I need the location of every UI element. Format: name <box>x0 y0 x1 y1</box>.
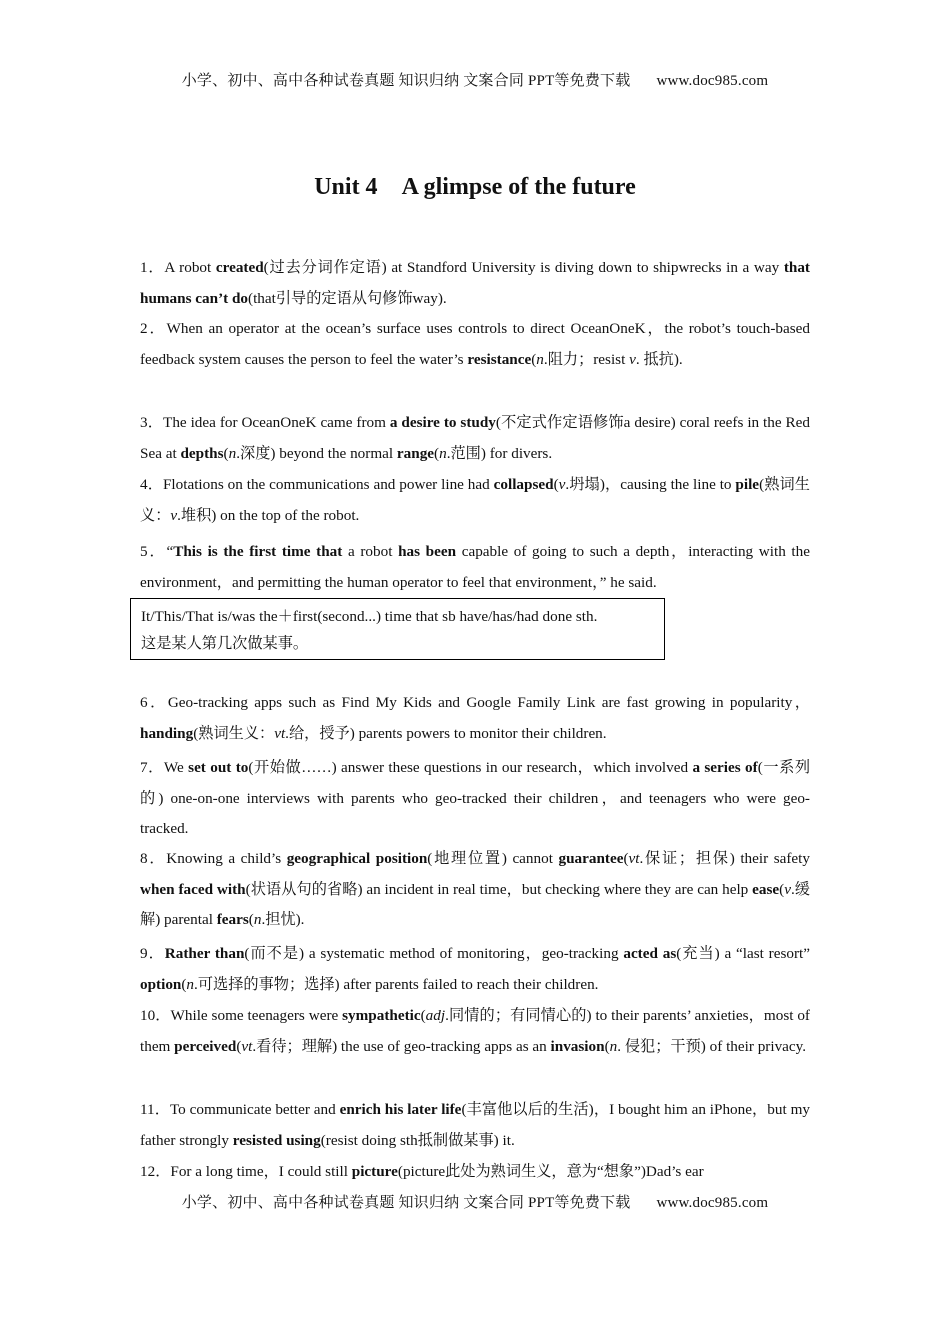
text-segment: 10．While some teenagers were <box>140 1007 343 1024</box>
sentence-item <box>140 1157 810 1188</box>
text-segment: (不定式作定语修饰a desire) coral reefs in the Red Sea at <box>140 414 811 462</box>
text-segment: (开始做……) answer these questions in our research，which involved <box>248 759 693 776</box>
text-segment: ( <box>248 911 254 928</box>
text-segment: .缓解) parental <box>140 880 810 928</box>
text-segment: .同情的；有同情心的) to their parents’ anxieties，most of them <box>140 1007 810 1055</box>
bold-phrase: acted as <box>623 945 677 962</box>
part-of-speech: vt <box>628 850 640 867</box>
text-segment: ( <box>223 444 229 462</box>
text-segment: ( <box>434 444 440 462</box>
text-segment: .范围) for divers. <box>446 444 553 462</box>
part-of-speech: n <box>609 1037 618 1055</box>
bold-phrase: guarantee <box>558 850 624 867</box>
bold-phrase: resisted using <box>232 1131 321 1149</box>
footer-text: 小学、初中、高中各种试卷真题 知识归纳 文案合同 PPT等免费下载 <box>181 1195 631 1211</box>
sentence-item <box>140 408 810 469</box>
text-segment: 5．“ <box>140 543 174 560</box>
sentence-item <box>140 688 810 749</box>
part-of-speech: adj <box>425 1007 446 1024</box>
bold-phrase: picture <box>351 1163 398 1180</box>
bold-phrase: depths <box>180 444 224 462</box>
text-segment: (resist doing sth抵制做某事) it. <box>320 1131 515 1149</box>
bold-phrase: set out to <box>188 759 249 776</box>
text-segment: ( <box>420 1007 426 1024</box>
text-segment: 8．Knowing a child’s <box>140 850 287 867</box>
sentence-item <box>140 939 810 1000</box>
text-segment: .担忧). <box>261 911 305 928</box>
text-segment: ( <box>181 975 187 993</box>
sentence-item <box>140 1095 810 1156</box>
text-segment: 9． <box>140 945 165 962</box>
title-name: A glimpse of the future <box>401 174 636 200</box>
header-site: www.doc985.com <box>656 73 769 89</box>
grammar-note-box <box>130 598 665 660</box>
text-segment: .保证；担保) their safety <box>639 850 810 867</box>
bold-phrase: geographical position <box>286 850 428 867</box>
bold-phrase: that humans can’t do <box>140 259 810 307</box>
text-segment: capable of going to such a depth，interacting with the environment，and permitting the human operator to feel that environment，” he said. <box>140 543 810 591</box>
text-segment: 4．Flotations on the communications and power line had <box>140 476 494 493</box>
text-segment: .可选择的事物；选择) after parents failed to reach their children. <box>194 975 599 993</box>
text-segment: (充当) a “last resort” <box>676 945 810 962</box>
part-of-speech: v <box>170 506 178 524</box>
bold-phrase: collapsed <box>493 476 554 493</box>
bold-phrase: pile <box>735 476 760 493</box>
text-segment: 11．To communicate better and <box>140 1101 340 1118</box>
part-of-speech: vt <box>241 1037 253 1055</box>
text-segment: (丰富他以后的生活)，I bought him an iPhone，but my father strongly <box>140 1101 810 1149</box>
bold-phrase: perceived <box>174 1037 237 1055</box>
header-text: 小学、初中、高中各种试卷真题 知识归纳 文案合同 PPT等免费下载 <box>181 73 631 89</box>
part-of-speech: vt <box>274 724 286 742</box>
bold-phrase: fears <box>216 911 249 928</box>
bold-phrase: has been <box>398 543 457 560</box>
text-segment: ( <box>623 850 629 867</box>
footer-site: www.doc985.com <box>656 1195 769 1211</box>
bold-phrase: created <box>215 259 264 276</box>
bold-phrase: when faced with <box>140 880 246 898</box>
sentence-item <box>140 537 810 598</box>
text-segment: .阻力；resist <box>543 350 630 368</box>
bold-phrase: a desire to study <box>389 414 496 431</box>
part-of-speech: n <box>536 350 544 368</box>
text-segment: (一系列的) one-on-one interviews with parents who geo-tracked their children，and teenagers who were geo-tracked. <box>140 759 811 837</box>
page-footer <box>0 1191 950 1212</box>
page-title <box>0 174 950 201</box>
text-segment: ( <box>779 880 785 898</box>
bold-phrase: resistance <box>467 350 532 368</box>
text-segment: (熟词生义： <box>193 724 275 742</box>
part-of-speech: n <box>186 975 195 993</box>
text-segment: (熟词生义： <box>140 476 810 524</box>
bold-phrase: invasion <box>550 1037 605 1055</box>
text-segment: ( <box>531 350 537 368</box>
text-segment: . 抵抗). <box>635 350 683 368</box>
text-segment: .坍塌)，causing the line to <box>565 476 736 493</box>
part-of-speech: v <box>629 350 636 368</box>
text-segment: 3．The idea for OceanOneK came from <box>140 414 390 431</box>
text-segment: (状语从句的省略) an incident in real time，but checking where they are can help <box>245 880 753 898</box>
text-segment: ( <box>236 1037 242 1055</box>
sentence-item <box>140 1001 810 1062</box>
sentence-item <box>140 753 810 845</box>
text-segment: (picture此处为熟词生义，意为“想象”)Dad’s ear <box>397 1163 704 1180</box>
text-segment: 7．We <box>140 759 189 776</box>
bold-phrase: enrich his later life <box>339 1101 462 1118</box>
part-of-speech: n <box>228 444 237 462</box>
part-of-speech: v <box>784 880 791 898</box>
text-segment: (that引导的定语从句修饰way). <box>248 289 447 307</box>
text-segment: (而不是) a systematic method of monitoring，geo-tracking <box>244 945 624 962</box>
part-of-speech: n <box>439 444 447 462</box>
text-segment: .看待；理解) the use of geo-tracking apps as an <box>252 1037 551 1055</box>
note-line-english: It/This/That is/was the＋first(second...) time that sb have/has/had done sth. <box>141 608 598 625</box>
text-segment: 2．When an operator at the ocean’s surface uses controls to direct OceanOneK，the robot’s touch-based feedback system causes the person to feel the water’s <box>140 320 810 368</box>
sentence-item <box>140 253 810 314</box>
bold-phrase: ease <box>752 880 780 898</box>
title-unit: Unit 4 <box>314 174 378 200</box>
text-segment: (过去分词作定语) at Standford University is diving down to shipwrecks in a way <box>263 259 784 276</box>
sentence-item <box>140 844 810 936</box>
bold-phrase: Rather than <box>164 945 245 962</box>
bold-phrase: handing <box>140 724 194 742</box>
text-segment: 1．A robot <box>140 259 216 276</box>
note-line-chinese: 这是某人第几次做某事。 <box>141 635 309 652</box>
text-segment: (地理位置) cannot <box>427 850 559 867</box>
page-header <box>0 69 950 90</box>
text-segment: a robot <box>342 543 399 560</box>
text-segment: .给，授予) parents powers to monitor their children. <box>285 724 607 742</box>
bold-phrase: sympathetic <box>342 1007 421 1024</box>
sentence-item <box>140 314 810 375</box>
sentence-item <box>140 470 810 531</box>
bold-phrase: This is the first time that <box>173 543 343 560</box>
text-segment: 6．Geo-tracking apps such as Find My Kids and Google Family Link are fast growing in popularity， <box>140 694 810 711</box>
text-segment: ( <box>604 1037 610 1055</box>
text-segment: .深度) beyond the normal <box>236 444 397 462</box>
text-segment: 12．For a long time，I could still <box>140 1163 352 1180</box>
text-segment: . 侵犯；干预) of their privacy. <box>617 1037 807 1055</box>
text-segment: .堆积) on the top of the robot. <box>177 506 360 524</box>
part-of-speech: n <box>253 911 262 928</box>
text-segment: ( <box>553 476 559 493</box>
part-of-speech: v <box>558 476 566 493</box>
bold-phrase: range <box>396 444 435 462</box>
bold-phrase: option <box>140 975 182 993</box>
bold-phrase: a series of <box>692 759 758 776</box>
